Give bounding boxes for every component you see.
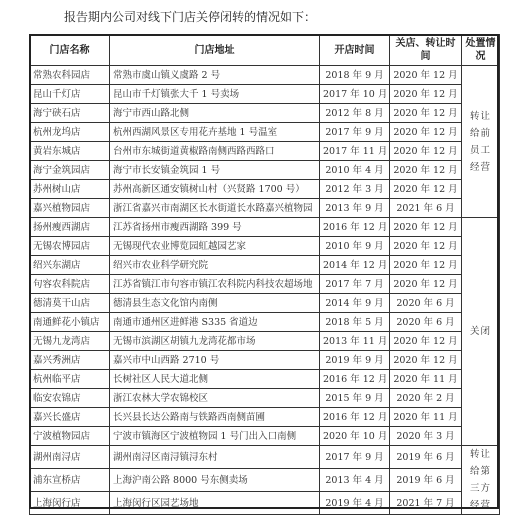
close-date-cell: 2020 年 11 月 — [390, 370, 462, 389]
store-address-cell: 台州市东城街道黄椒路南侧西路西路口 — [110, 142, 320, 161]
store-address-cell: 苏州高新区通安镇树山村（兴贤路 1700 号） — [110, 180, 320, 199]
store-name-cell: 杭州临平店 — [30, 370, 110, 389]
open-date-cell: 2012 年 8 月 — [320, 104, 390, 123]
store-name-cell: 浦东宣桥店 — [30, 469, 110, 492]
store-name-cell: 无锡农博园店 — [30, 237, 110, 256]
open-date-cell: 2010 年 4 月 — [320, 161, 390, 180]
store-address-cell: 南通市通州区进鲜港 S335 省道边 — [110, 313, 320, 332]
open-date-cell: 2017 年 10 月 — [320, 85, 390, 104]
store-name-cell: 嘉兴植物园店 — [30, 199, 110, 218]
table-row — [30, 332, 500, 351]
store-name-cell: 扬州瘦西湖店 — [30, 218, 110, 237]
store-name-cell: 常熟农科园店 — [30, 66, 110, 85]
store-address-cell: 上海闵行区园艺场地 — [110, 492, 320, 515]
disposition-cell: 关闭 — [462, 218, 500, 446]
table-row — [30, 66, 500, 85]
table-row — [30, 180, 500, 199]
intro-text: 报告期内公司对线下门店关停闭转的情况如下： — [64, 10, 317, 24]
open-date-cell: 2013 年 9 月 — [320, 199, 390, 218]
header-open-date: 开店时间 — [320, 35, 390, 66]
disposition-cell: 转让给前员工经营 — [462, 66, 500, 218]
store-address-cell: 江苏省扬州市瘦西湖路 399 号 — [110, 218, 320, 237]
open-date-cell: 2015 年 9 月 — [320, 389, 390, 408]
table-body — [30, 66, 500, 515]
open-date-cell: 2017 年 7 月 — [320, 275, 390, 294]
store-name-cell: 黄岩东城店 — [30, 142, 110, 161]
store-name-cell: 德清莫干山店 — [30, 294, 110, 313]
open-date-cell: 2018 年 9 月 — [320, 66, 390, 85]
store-name-cell: 苏州树山店 — [30, 180, 110, 199]
store-address-cell: 无锡现代农业博览园虹越园艺家 — [110, 237, 320, 256]
close-date-cell: 2021 年 7 月 — [390, 492, 462, 515]
header-close-date: 关店、转让时间 — [390, 35, 462, 66]
close-date-cell: 2020 年 2 月 — [390, 389, 462, 408]
store-address-cell: 长树社区人民大道北侧 — [110, 370, 320, 389]
store-name-cell: 嘉兴秀洲店 — [30, 351, 110, 370]
open-date-cell: 2014 年 12 月 — [320, 256, 390, 275]
table-row — [30, 294, 500, 313]
table-row — [30, 370, 500, 389]
close-date-cell: 2019 年 6 月 — [390, 446, 462, 469]
disposition-cell: 转让给第三方经营 — [462, 446, 500, 515]
table-row — [30, 427, 500, 446]
open-date-cell: 2013 年 4 月 — [320, 469, 390, 492]
table-row — [30, 123, 500, 142]
close-date-cell: 2020 年 6 月 — [390, 294, 462, 313]
table-row — [30, 85, 500, 104]
open-date-cell: 2017 年 9 月 — [320, 123, 390, 142]
store-name-cell: 宁波植物园店 — [30, 427, 110, 446]
table-row — [30, 104, 500, 123]
open-date-cell: 2020 年 10 月 — [320, 427, 390, 446]
table-row — [30, 275, 500, 294]
store-name-cell: 上海闵行店 — [30, 492, 110, 515]
close-date-cell: 2020 年 12 月 — [390, 66, 462, 85]
table-row — [30, 469, 500, 492]
table-row — [30, 492, 500, 515]
open-date-cell: 2016 年 12 月 — [320, 218, 390, 237]
header-store-address: 门店地址 — [110, 35, 320, 66]
store-address-cell: 德清县生态文化馆内南侧 — [110, 294, 320, 313]
close-date-cell: 2020 年 6 月 — [390, 313, 462, 332]
store-address-cell: 江苏省镇江市句容市镇江农科院内科技农超场地 — [110, 275, 320, 294]
table-header-row — [30, 35, 500, 66]
close-date-cell: 2020 年 12 月 — [390, 256, 462, 275]
store-address-cell: 浙江农林大学农锦校区 — [110, 389, 320, 408]
table-row — [30, 161, 500, 180]
open-date-cell: 2012 年 3 月 — [320, 180, 390, 199]
open-date-cell: 2014 年 9 月 — [320, 294, 390, 313]
store-address-cell: 湖州南浔区南浔镇浔东村 — [110, 446, 320, 469]
open-date-cell: 2010 年 9 月 — [320, 237, 390, 256]
table-row — [30, 389, 500, 408]
table-row — [30, 351, 500, 370]
open-date-cell: 2017 年 9 月 — [320, 446, 390, 469]
store-address-cell: 海宁市西山路北侧 — [110, 104, 320, 123]
close-date-cell: 2020 年 12 月 — [390, 161, 462, 180]
store-name-cell: 无锡九龙湾店 — [30, 332, 110, 351]
open-date-cell: 2017 年 11 月 — [320, 142, 390, 161]
table-row — [30, 256, 500, 275]
close-date-cell: 2020 年 12 月 — [390, 218, 462, 237]
open-date-cell: 2019 年 4 月 — [320, 492, 390, 515]
store-name-cell: 临安农锦店 — [30, 389, 110, 408]
store-name-cell: 昆山千灯店 — [30, 85, 110, 104]
store-name-cell: 杭州龙坞店 — [30, 123, 110, 142]
table-row — [30, 313, 500, 332]
store-name-cell: 海宁硖石店 — [30, 104, 110, 123]
store-name-cell: 湖州南浔店 — [30, 446, 110, 469]
store-address-cell: 嘉兴市中山西路 2710 号 — [110, 351, 320, 370]
close-date-cell: 2020 年 12 月 — [390, 104, 462, 123]
store-address-cell: 上海沪南公路 8000 号东侧卖场 — [110, 469, 320, 492]
close-date-cell: 2020 年 12 月 — [390, 142, 462, 161]
close-date-cell: 2020 年 12 月 — [390, 123, 462, 142]
store-address-cell: 宁波市镇海区宁波植物园 1 号门出入口南侧 — [110, 427, 320, 446]
store-address-cell: 无锡市滨湖区胡镇九龙湾花都市场 — [110, 332, 320, 351]
table-row — [30, 142, 500, 161]
open-date-cell: 2016 年 12 月 — [320, 408, 390, 427]
close-date-cell: 2019 年 6 月 — [390, 469, 462, 492]
open-date-cell: 2016 年 12 月 — [320, 370, 390, 389]
close-date-cell: 2020 年 12 月 — [390, 332, 462, 351]
store-address-cell: 昆山市千灯镇张大千 1 号卖场 — [110, 85, 320, 104]
store-address-cell: 常熟市虞山镇义虞路 2 号 — [110, 66, 320, 85]
open-date-cell: 2019 年 9 月 — [320, 351, 390, 370]
close-date-cell: 2020 年 12 月 — [390, 351, 462, 370]
close-date-cell: 2020 年 12 月 — [390, 180, 462, 199]
header-store-name: 门店名称 — [30, 35, 110, 66]
table-row — [30, 237, 500, 256]
store-name-cell: 海宁金筑园店 — [30, 161, 110, 180]
close-date-cell: 2021 年 6 月 — [390, 199, 462, 218]
close-date-cell: 2020 年 12 月 — [390, 85, 462, 104]
store-name-cell: 绍兴东湖店 — [30, 256, 110, 275]
header-disposition: 处置情况 — [462, 35, 500, 66]
store-name-cell: 嘉兴长盛店 — [30, 408, 110, 427]
open-date-cell: 2013 年 11 月 — [320, 332, 390, 351]
store-name-cell: 南通鲜花小镇店 — [30, 313, 110, 332]
table-row — [30, 199, 500, 218]
close-date-cell: 2020 年 3 月 — [390, 427, 462, 446]
open-date-cell: 2018 年 5 月 — [320, 313, 390, 332]
store-address-cell: 海宁市长安镇金筑园 1 号 — [110, 161, 320, 180]
store-address-cell: 杭州西湖风景区专用花卉基地 1 号温室 — [110, 123, 320, 142]
close-date-cell: 2020 年 12 月 — [390, 237, 462, 256]
store-address-cell: 浙江省嘉兴市南湖区长水街道长水路嘉兴植物园 — [110, 199, 320, 218]
table-row — [30, 446, 500, 469]
store-closure-table — [29, 34, 500, 515]
table-row — [30, 408, 500, 427]
store-address-cell: 绍兴市农业科学研究院 — [110, 256, 320, 275]
store-name-cell: 句容农科院店 — [30, 275, 110, 294]
store-address-cell: 长兴县长达公路南与铁路西南侧苗圃 — [110, 408, 320, 427]
close-date-cell: 2020 年 12 月 — [390, 275, 462, 294]
table-row — [30, 218, 500, 237]
close-date-cell: 2020 年 11 月 — [390, 408, 462, 427]
